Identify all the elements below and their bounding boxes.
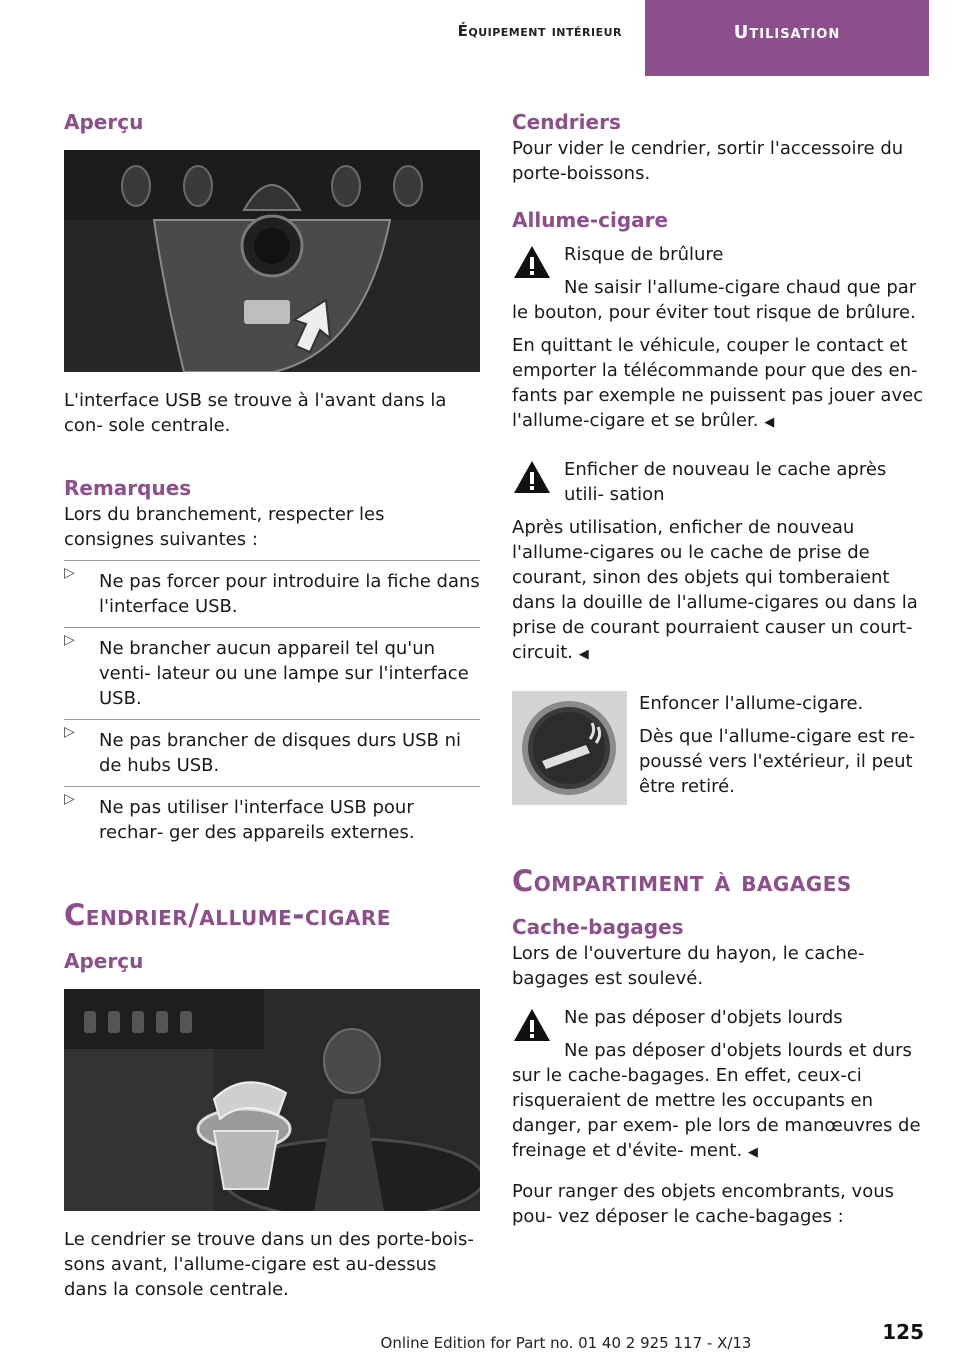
warning-title: Enficher de nouveau le cache après utili‐ sation [564,459,887,505]
triangle-right-icon: ▷ [64,791,75,807]
cigarette-lighter-icon [512,691,627,805]
usb-overview-heading: Aperçu [64,110,144,134]
chapter-tab-label: Utilisation [733,22,841,43]
ashtrays-text: Pour vider le cendrier, sortir l'accessoire du porte-boissons. [512,138,904,184]
running-header-section: Équipement intérieur [457,22,622,40]
warning-title: Ne pas déposer d'objets lourds [564,1007,843,1028]
ashtrays-heading: Cendriers [512,110,621,134]
chapter-tab [645,0,929,76]
usb-caption: L'interface USB se trouve à l'avant dans la con‐ sole centrale. [64,390,447,436]
final-text: Pour ranger des objets encombrants, vous pou‐ vez déposer le cache-bagages : [512,1181,895,1227]
cover-heading: Cache-bagages [512,915,684,939]
ashtray-illustration [64,989,480,1211]
burn-warning-text: Ne saisir l'allume-cigare chaud que par le bouton, pour éviter tout risque de brûlure. [512,277,917,323]
end-mark-icon: ◀ [578,647,589,662]
ashtray-caption: Le cendrier se trouve dans un des porte-bois‐ sons avant, l'allume-cigare est au-dessus dans la console centrale. [64,1229,474,1300]
cover-warning [512,457,926,507]
usb-console-illustration [64,150,480,372]
push-text: Enfoncer l'allume-cigare. [639,693,864,714]
triangle-right-icon: ▷ [64,565,75,581]
burn-warning [512,242,926,267]
list-item: ▷ Ne pas forcer pour introduire la fiche dans l'interface USB. [64,560,480,619]
burn-warning-more: En quittant le véhicule, couper le contact et emporter la télécommande pour que des en‐ fants par exemple ne puissent pas jouer avec l'allume-cigare et se brûler. ◀ [512,335,924,431]
usb-console-photo [64,150,480,372]
end-mark-icon: ◀ [747,1145,758,1160]
notes-list [64,560,480,845]
warning-triangle-icon [512,242,552,282]
push-text-2: Dès que l'allume-cigare est re‐ poussé vers l'extérieur, il peut être retiré. [639,726,916,797]
edition-note: Online Edition for Part no. 01 40 2 925 117 - X/13 [380,1334,752,1352]
left-column [64,108,480,1302]
triangle-right-icon: ▷ [64,632,75,648]
end-mark-icon: ◀ [764,415,775,430]
lighter-heading: Allume-cigare [512,208,669,232]
lighter-text [639,691,926,799]
list-item: ▷ Ne pas utiliser l'interface USB pour rechar‐ ger des appareils externes. [64,786,480,845]
list-item: ▷ Ne brancher aucun appareil tel qu'un venti‐ lateur ou une lampe sur l'interface USB. [64,627,480,711]
heavy-objects-text: Ne pas déposer d'objets lourds et durs sur le cache-bagages. En effet, ceux-ci risqueraient de mettre les occupants en danger, par exem‐ ple lors de manœuvres de freinage et d'évite‐ ment. ◀ [512,1040,921,1161]
notes-heading: Remarques [64,476,192,500]
triangle-right-icon: ▷ [64,724,75,740]
notes-intro: Lors du branchement, respecter les consignes suivantes : [64,504,385,550]
list-item: ▷ Ne pas brancher de disques durs USB ni de hubs USB. [64,719,480,778]
luggage-chapter-heading: Compartiment à bagages [512,864,852,898]
warning-title: Risque de brûlure [564,244,724,265]
page-number: 125 [882,1320,924,1344]
ashtray-photo [64,989,480,1211]
right-column [512,108,926,1229]
cover-text: Lors de l'ouverture du hayon, le cache-bagages est soulevé. [512,943,865,989]
ashtray-overview-heading: Aperçu [64,949,144,973]
heavy-objects-warning [512,1005,926,1030]
ashtray-chapter-heading: Cendrier/allume-cigare [64,898,391,932]
cover-warning-text: Après utilisation, enficher de nouveau l'allume-cigares ou le cache de prise de courant, sinon des objets qui tomberaient dans la douille de l'allume-cigares ou dans la prise de courant pourraient causer un court-circuit. ◀ [512,517,918,663]
warning-triangle-icon [512,457,552,497]
lighter-instruction [512,691,926,807]
warning-triangle-icon [512,1005,552,1045]
